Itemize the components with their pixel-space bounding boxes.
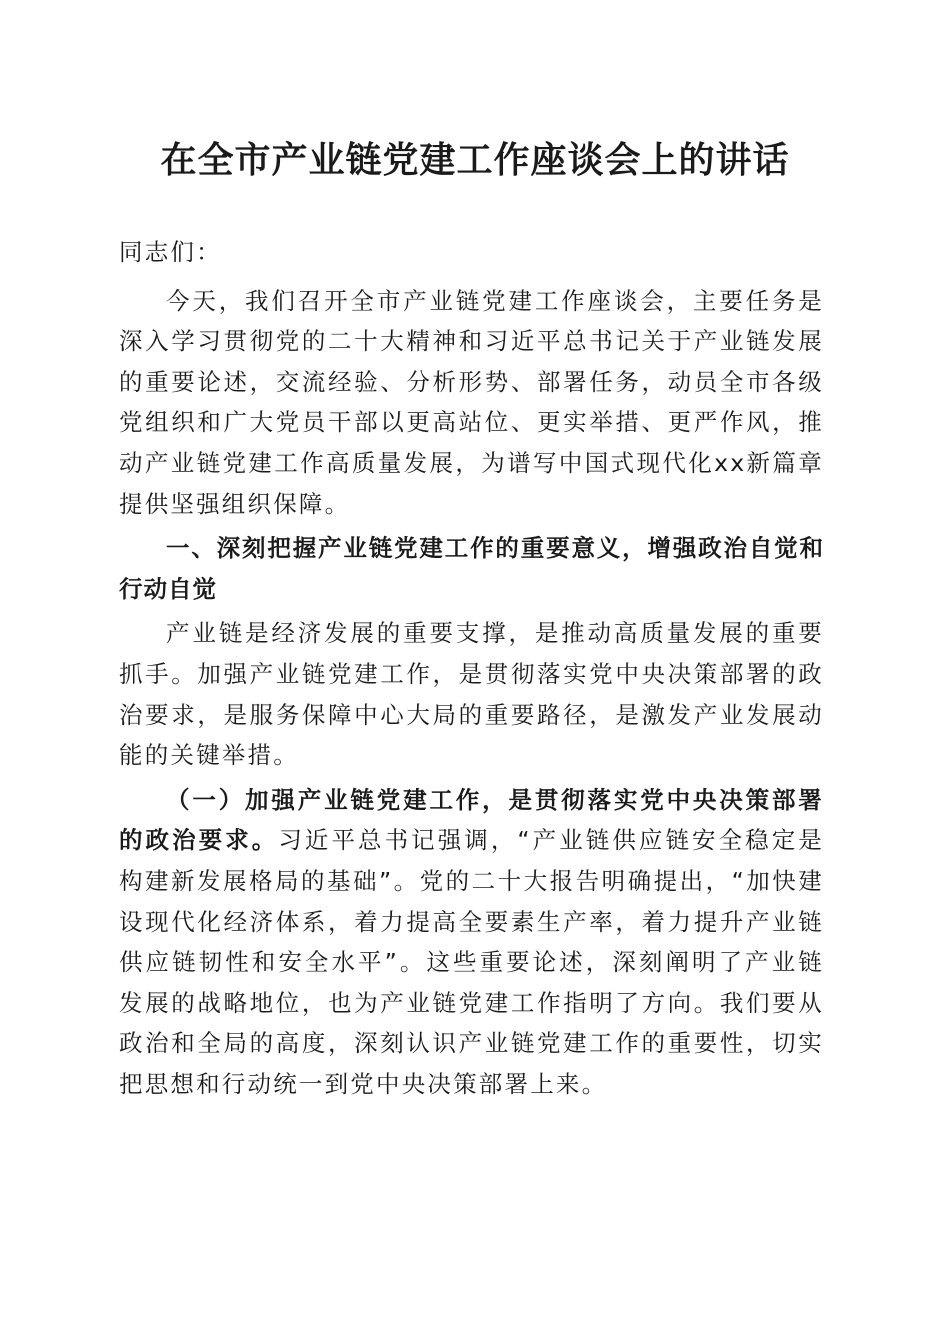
salutation: 同志们： — [119, 238, 222, 266]
document-title: 在全市产业链党建工作座谈会上的讲话 — [160, 139, 790, 181]
subsection-1-lead: （一）加强产业链党建工作，是贯彻落实党中央决策部署的政治要求。 — [119, 785, 824, 855]
section-1-paragraph: 产业链是经济发展的重要支撑，是推动高质量发展的重要抓手。加强产业链党建工作，是贯彻落实党中央决策部署的政治要求，是服务保障中心大局的重要路径，是激发产业发展动能的关键举措。 — [119, 619, 824, 770]
subsection-1-body: 习近平总书记强调，“产业链供应链安全稳定是构建新发展格局的基础”。党的二十大报告明确提出，“加快建设现代化经济体系，着力提高全要素生产率，着力提升产业链供应链韧性和安全水平”。这些重要论述，深刻阐明了产业链发展的战略地位，也为产业链党建工作指明了方向。我们要从政治和全局的高度，深刻认识产业链党建工作的重要性，切实把思想和行动统一到党中央决策部署上来。 — [119, 826, 824, 1098]
document-body — [119, 232, 824, 1104]
subsection-1-paragraph — [119, 780, 824, 1105]
intro-paragraph: 今天，我们召开全市产业链党建工作座谈会，主要任务是深入学习贯彻党的二十大精神和习近平总书记关于产业链发展的重要论述，交流经验、分析形势、部署任务，动员全市各级党组织和广大党员干部以更高站位、更实举措、更严作风，推动产业链党建工作高质量发展，为谱写中国式现代化xx新篇章提供坚强组织保障。 — [119, 286, 824, 518]
section-heading-1: 一、深刻把握产业链党建工作的重要意义，增强政治自觉和行动自觉 — [119, 534, 824, 603]
